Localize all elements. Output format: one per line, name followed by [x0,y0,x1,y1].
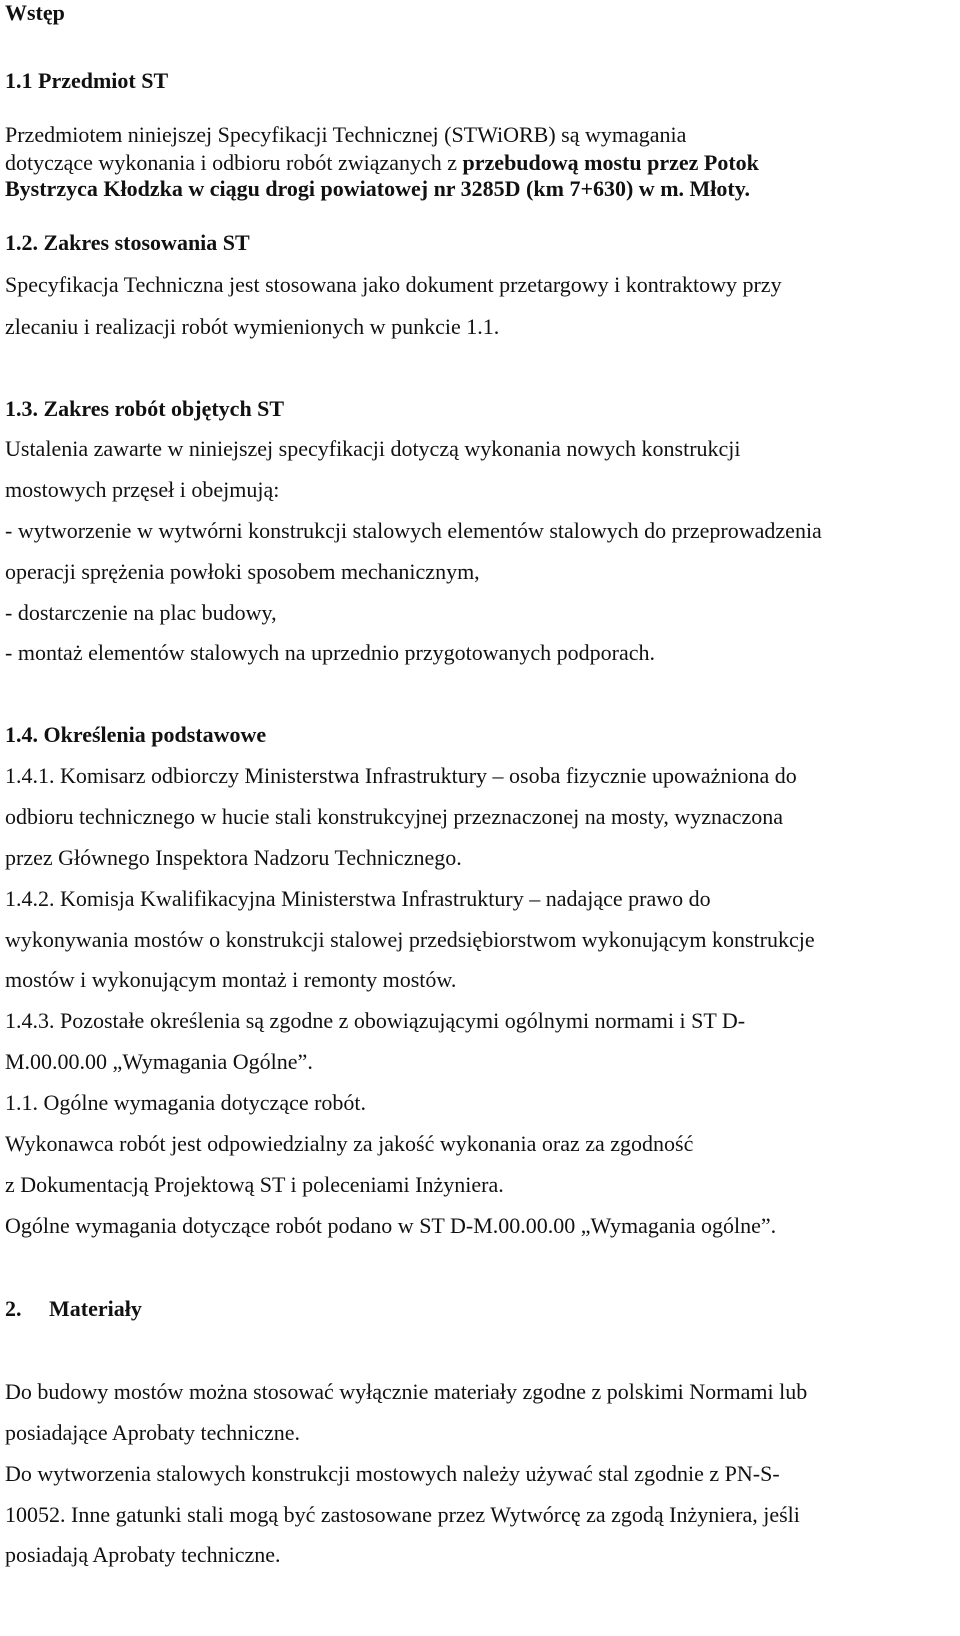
project-title-part-1: przebudową mostu przez Potok [462,150,759,175]
definition-1-4-2-line-1: 1.4.2. Komisja Kwalifikacyjna Ministerstwa Infrastruktury – nadające prawo do [5,886,711,911]
section-1-1-line-2 [5,150,759,176]
section-2-number: 2. [5,1296,22,1321]
intro-heading: Wstęp [5,0,65,25]
section-2-line-5: posiadają Aprobaty techniczne. [5,1542,281,1567]
section-2-line-2: posiadające Aprobaty techniczne. [5,1420,301,1445]
general-requirements-line-1: Wykonawca robót jest odpowiedzialny za jakość wykonania oraz za zgodność [5,1131,694,1156]
project-title-part-2: Bystrzyca Kłodzka w ciągu drogi powiatowej nr 3285D (km 7+630) w m. Młoty. [5,176,751,201]
definition-1-4-1-line-1: 1.4.1. Komisarz odbiorczy Ministerstwa Infrastruktury – osoba fizycznie upoważniona do [5,763,797,788]
section-1-2-line-2: zlecaniu i realizacji robót wymienionych w punkcie 1.1. [5,314,500,339]
general-requirements-line-3: Ogólne wymagania dotyczące robót podano w ST D-M.00.00.00 „Wymagania ogólne”. [5,1213,777,1238]
section-2-line-3: Do wytworzenia stalowych konstrukcji mostowych należy używać stal zgodnie z PN-S- [5,1461,780,1486]
section-1-3-line-2: mostowych przęseł i obejmują: [5,477,280,502]
section-1-3-line-4: operacji sprężenia powłoki sposobem mechanicznym, [5,559,480,584]
definition-1-4-3-line-1: 1.4.3. Pozostałe określenia są zgodne z obowiązującymi ogólnymi normami i ST D- [5,1008,746,1033]
general-requirements-line-2: z Dokumentacją Projektową ST i poleceniami Inżyniera. [5,1172,504,1197]
general-requirements-heading: 1.1. Ogólne wymagania dotyczące robót. [5,1090,367,1115]
section-1-3-line-5: - dostarczenie na plac budowy, [5,600,277,625]
section-1-1-line-2-plain: dotyczące wykonania i odbioru robót związanych z [5,150,463,175]
definition-1-4-1-line-2: odbioru technicznego w hucie stali konstrukcyjnej przeznaczonej na mosty, wyznaczona [5,804,784,829]
section-1-4-heading: 1.4. Określenia podstawowe [5,722,267,747]
section-1-1-heading: 1.1 Przedmiot ST [5,68,169,93]
section-1-2-line-1: Specyfikacja Techniczna jest stosowana jako dokument przetargowy i kontraktowy przy [5,272,782,297]
section-1-1-line-1: Przedmiotem niniejszej Specyfikacji Technicznej (STWiORB) są wymagania [5,122,687,147]
definition-1-4-3-line-2: M.00.00.00 „Wymagania Ogólne”. [5,1049,313,1074]
section-1-2-heading: 1.2. Zakres stosowania ST [5,230,250,255]
section-2-heading [5,1296,142,1322]
definition-1-4-1-line-3: przez Głównego Inspektora Nadzoru Technicznego. [5,845,462,870]
section-2-title: Materiały [49,1296,142,1321]
section-1-3-heading: 1.3. Zakres robót objętych ST [5,396,285,421]
section-1-3-line-6: - montaż elementów stalowych na uprzednio przygotowanych podporach. [5,640,656,665]
definition-1-4-2-line-2: wykonywania mostów o konstrukcji stalowej przedsiębiorstwom wykonującym konstrukcje [5,927,815,952]
definition-1-4-2-line-3: mostów i wykonującym montaż i remonty mostów. [5,967,457,992]
section-1-3-line-1: Ustalenia zawarte w niniejszej specyfikacji dotyczą wykonania nowych konstrukcji [5,436,741,461]
section-2-line-4: 10052. Inne gatunki stali mogą być zastosowane przez Wytwórcę za zgodą Inżyniera, jeśli [5,1502,800,1527]
section-1-3-line-3: - wytworzenie w wytwórni konstrukcji stalowych elementów stalowych do przeprowadzenia [5,518,822,543]
section-2-line-1: Do budowy mostów można stosować wyłącznie materiały zgodne z polskimi Normami lub [5,1379,808,1404]
